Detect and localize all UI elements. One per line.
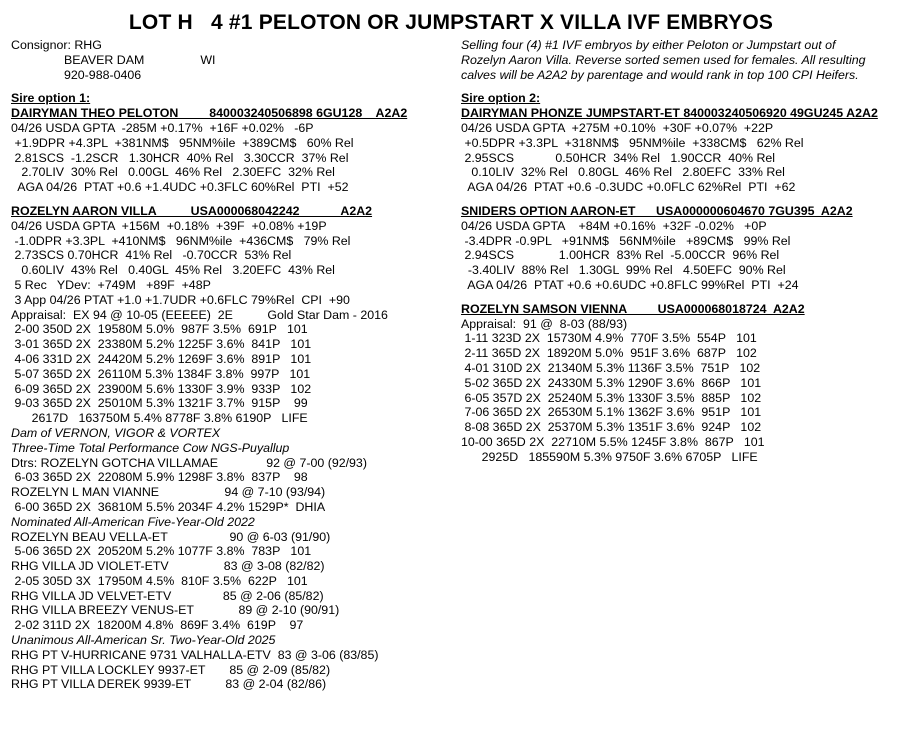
consignor-label: Consignor: RHG [11, 38, 102, 52]
sire2-line: 04/26 USDA GPTA +275M +0.10% +30F +0.07% +22P [461, 120, 774, 135]
dam-appraisal: Appraisal: EX 94 @ 10-05 (EEEEE) 2E Gold Star Dam - 2016 [11, 307, 388, 322]
sire1-line: 04/26 USDA GPTA -285M +0.17% +16F +0.02% -6P [11, 120, 314, 135]
dam-record: 2-00 350D 2X 19580M 5.0% 987F 3.5% 691P 101 [11, 322, 308, 337]
dam-note: Three-Time Total Performance Cow NGS-Puyallup [11, 440, 290, 455]
family-line: Dtrs: ROZELYN GOTCHA VILLAMAE 92 @ 7-00 (92/93) [11, 455, 367, 470]
msire-line: -3.4DPR -0.9PL +91NM$ 56NM%ile +89CM$ 99% Rel [461, 233, 791, 248]
family-line: RHG PT VILLA DEREK 9939-ET 83 @ 2-04 (82/86) [11, 677, 327, 692]
sire2-line: 0.10LIV 32% Rel 0.80GL 46% Rel 2.80EFC 33% Rel [461, 165, 785, 180]
family-line: 6-00 365D 2X 36810M 5.5% 2034F 4.2% 1529P* DHIA [11, 499, 326, 514]
dam-note: Nominated All-American Five-Year-Old 2022 [11, 514, 255, 529]
dam-record: 4-06 331D 2X 24420M 5.2% 1269F 3.6% 891P 101 [11, 351, 312, 366]
right-column [461, 38, 896, 465]
family-line: 5-06 365D 2X 20520M 5.2% 1077F 3.8% 783P 101 [11, 544, 312, 559]
gdam-record: 10-00 365D 2X 22710M 5.5% 1245F 3.8% 867P 101 [461, 434, 765, 449]
family-line: RHG VILLA JD VELVET-ETV 85 @ 2-06 (85/82) [11, 588, 324, 603]
family-line: ROZELYN BEAU VELLA-ET 90 @ 6-03 (91/90) [11, 529, 331, 544]
dam-record: 5-07 365D 2X 26110M 5.3% 1384F 3.8% 997P 101 [11, 366, 311, 381]
dam-record: 3-01 365D 2X 23380M 5.2% 1225F 3.6% 841P 101 [11, 337, 312, 352]
pitch-line: calves will be A2A2 by parentage and would rank in top 100 CPI Heifers. [461, 67, 859, 82]
page-title: LOT H 4 #1 PELOTON OR JUMPSTART X VILLA IVF EMBRYOS [128, 11, 774, 34]
consignor-phone: 920-988-0406 [64, 67, 142, 82]
dam-line: 5 Rec YDev: +749M +89F +48P [11, 277, 211, 292]
dam-line: -1.0DPR +3.3PL +410NM$ 96NM%ile +436CM$ 79% Rel [11, 233, 351, 248]
sire2-line: +0.5DPR +3.3PL +318NM$ 95NM%ile +338CM$ 62% Rel [461, 135, 804, 150]
pitch-line: Selling four (4) #1 IVF embryos by either Peloton or Jumpstart out of [461, 38, 836, 52]
dam-record: 9-03 365D 2X 25010M 5.3% 1321F 3.7% 915P 99 [11, 396, 308, 411]
gdam-record: 2-11 365D 2X 18920M 5.0% 951F 3.6% 687P 102 [461, 346, 757, 361]
family-line: ROZELYN L MAN VIANNE 94 @ 7-10 (93/94) [11, 485, 326, 500]
left-column [11, 38, 451, 692]
consignor-city: BEAVER DAM [64, 52, 145, 67]
gdam-record: 5-02 365D 2X 24330M 5.3% 1290F 3.6% 866P 101 [461, 375, 762, 390]
dam-record: 6-09 365D 2X 23900M 5.6% 1330F 3.9% 933P 102 [11, 381, 312, 396]
family-line: RHG VILLA BREEZY VENUS-ET 89 @ 2-10 (90/91) [11, 603, 340, 618]
sire1-line: +1.9DPR +4.3PL +381NM$ 95NM%ile +389CM$ 60% Rel [11, 135, 354, 150]
sire1-line: 2.70LIV 30% Rel 0.00GL 46% Rel 2.30EFC 32% Rel [11, 165, 335, 180]
gdam-name: ROZELYN SAMSON VIENNA USA000068018724 A2A2 [461, 301, 805, 316]
gdam-record: 4-01 310D 2X 21340M 5.3% 1136F 3.5% 751P 102 [461, 360, 761, 375]
dam-line: 3 App 04/26 PTAT +1.0 +1.7UDR +0.6FLC 79%Rel CPI +90 [11, 292, 350, 307]
sire1-line: AGA 04/26 PTAT +0.6 +1.4UDC +0.3FLC 60%Rel PTI +52 [11, 180, 349, 195]
family-line: RHG PT VILLA LOCKLEY 9937-ET 85 @ 2-09 (85/82) [11, 662, 331, 677]
family-line: RHG VILLA JD VIOLET-ETV 83 @ 3-08 (82/82) [11, 559, 325, 574]
msire-line: AGA 04/26 PTAT +0.6 +0.6UDC +0.8FLC 99%Rel PTI +24 [461, 277, 799, 292]
sire2-line: 2.95SCS 0.50HCR 34% Rel 1.90CCR 40% Rel [461, 150, 776, 165]
msire-name: SNIDERS OPTION AARON-ET USA000000604670 7GU395 A2A2 [461, 203, 853, 218]
family-line: 2-05 305D 3X 17950M 4.5% 810F 3.5% 622P 101 [11, 573, 308, 588]
dam-line: 04/26 USDA GPTA +156M +0.18% +39F +0.08% +19P [11, 218, 327, 233]
gdam-record: 7-06 365D 2X 26530M 5.1% 1362F 3.6% 951P 101 [461, 405, 762, 420]
sire2-line: AGA 04/26 PTAT +0.6 -0.3UDC +0.0FLC 62%Rel PTI +62 [461, 180, 796, 195]
sire2-option: Sire option 2: [461, 91, 541, 106]
dam-name: ROZELYN AARON VILLA USA000068042242 A2A2 [11, 203, 373, 218]
family-line: 6-03 365D 2X 22080M 5.9% 1298F 3.8% 837P 98 [11, 470, 308, 485]
gdam-lifetime: 2925D 185590M 5.3% 9750F 3.6% 6705P LIFE [461, 449, 758, 464]
sire1-line: 2.81SCS -1.2SCR 1.30HCR 40% Rel 3.30CCR 37% Rel [11, 150, 349, 165]
dam-line: 2.73SCS 0.70HCR 41% Rel -0.70CCR 53% Rel [11, 248, 292, 263]
msire-line: -3.40LIV 88% Rel 1.30GL 99% Rel 4.50EFC 90% Rel [461, 263, 786, 278]
sire1-option: Sire option 1: [11, 91, 91, 106]
dam-note: Unanimous All-American Sr. Two-Year-Old 2025 [11, 633, 276, 648]
gdam-appraisal: Appraisal: 91 @ 8-03 (88/93) [461, 316, 628, 331]
consignor-location [11, 53, 451, 68]
pitch-line: Rozelyn Aaron Villa. Reverse sorted semen used for females. All resulting [461, 52, 866, 67]
family-line: RHG PT V-HURRICANE 9731 VALHALLA-ETV 83 @ 3-06 (83/85) [11, 647, 379, 662]
msire-line: 2.94SCS 1.00HCR 83% Rel -5.00CCR 96% Rel [461, 248, 780, 263]
gdam-record: 8-08 365D 2X 25370M 5.3% 1351F 3.6% 924P 102 [461, 420, 762, 435]
msire-line: 04/26 USDA GPTA +84M +0.16% +32F -0.02% +0P [461, 218, 767, 233]
dam-line: 0.60LIV 43% Rel 0.40GL 45% Rel 3.20EFC 43% Rel [11, 263, 335, 278]
gdam-record: 1-11 323D 2X 15730M 4.9% 770F 3.5% 554P 101 [461, 331, 757, 346]
dam-lifetime: 2617D 163750M 5.4% 8778F 3.8% 6190P LIFE [11, 411, 308, 426]
consignor-state: WI [200, 52, 216, 67]
sire1-name: DAIRYMAN THEO PELOTON 840003240506898 6GU128 A2A2 [11, 106, 408, 121]
gdam-record: 6-05 357D 2X 25240M 5.3% 1330F 3.5% 885P 102 [461, 390, 762, 405]
sire2-name: DAIRYMAN PHONZE JUMPSTART-ET 840003240506920 49GU245 A2A2 [461, 106, 878, 121]
family-line: 2-02 311D 2X 18200M 4.8% 869F 3.4% 619P 97 [11, 618, 304, 633]
dam-note: Dam of VERNON, VIGOR & VORTEX [11, 425, 221, 440]
